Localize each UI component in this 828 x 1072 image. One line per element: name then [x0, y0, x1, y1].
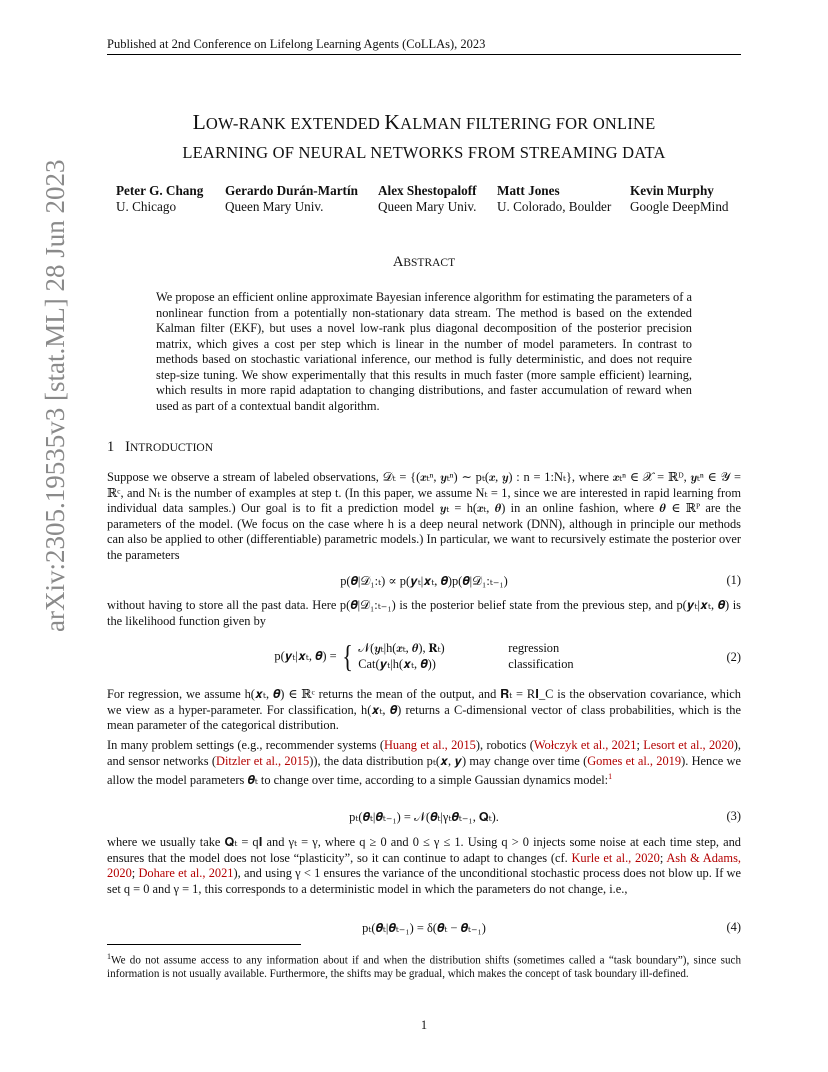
paragraph-5: where we usually take 𝐐ₜ = q𝐈 and γₜ = γ, where q ≥ 0 and 0 ≤ γ ≤ 1. Using q > 0 injects some noise at each time step, and ensures that the model does not lose “plasticity”, so it can continue to adapt to changes (cf. Kurle et al., 2020; Ash & Adams, 2020; Dohare et al., 2021), and using γ < 1 ensures the variance of the unconditional stochastic process does not blow up. If we set q = 0 and γ = 1, this corresponds to a deterministic model in which the parameters do not change, i.e.,: [107, 835, 741, 896]
equation-cases: 𝒩(𝒚ₜ|h(𝒙ₜ, 𝜽), 𝐑ₜ) regression Cat(𝒚ₜ|h(𝒙ₜ, 𝜽)) classification: [358, 641, 574, 671]
section-heading: 1 INTRODUCTION: [107, 439, 214, 455]
paragraph-4: In many problem settings (e.g., recommender systems (Huang et al., 2015), robotics (Wołczyk et al., 2021; Lesort et al., 2020), and sensor networks (Ditzler et al., 2015)), the data distribution pₜ(𝒙, 𝒚) may change over time (Gomes et al., 2019). Hence we allow the model parameters 𝜽ₜ to change over time, according to a simple Gaussian dynamics model:$^1$: [107, 738, 741, 788]
paragraph-2: without having to store all the past data. Here p(𝜽|𝒟₁:ₜ₋₁) is the posterior belief state from the previous step, and p(𝒚ₜ|𝒙ₜ, 𝜽) is the likelihood function given by: [107, 598, 741, 628]
footnote-rule: [107, 944, 301, 945]
author-4: [497, 183, 611, 215]
citation-link[interactable]: Ash & Adams, 2020: [107, 850, 741, 881]
citation-link[interactable]: Gomes et al., 2019: [587, 753, 682, 768]
footnote-mark: 1: [107, 952, 111, 961]
abstract-body: We propose an efficient online approximate Bayesian inference algorithm for estimating the parameters of a nonlinear function from a potentially non-stationary data stream. The method is based on the extended Kalman filter (EKF), but uses a novel low-rank plus diagonal decomposition of the posterior precision matrix, which gives a cost per step which is linear in the number of model parameters. In contrast to methods based on stochastic variational inference, our method is fully deterministic, and does not require step-size tuning. We show experimentally that this results in much faster (more sample efficient) learning, which results in more rapid adaptation to changing distributions, and faster accumulation of reward when used as part of a contextual bandit algorithm.: [156, 290, 692, 413]
title-line-2: LEARNING OF NEURAL NETWORKS FROM STREAMING DATA: [182, 143, 666, 162]
header-rule: [107, 54, 741, 55]
author-name: Alex Shestopaloff: [378, 183, 477, 198]
author-affiliation: U. Chicago: [116, 199, 177, 214]
author-name: Peter G. Chang: [116, 183, 204, 198]
author-3: [378, 183, 477, 215]
author-affiliation: U. Colorado, Boulder: [497, 199, 612, 214]
title-line-1: LOW-RANK EXTENDED KALMAN FILTERING FOR ONLINE: [192, 110, 656, 134]
section-number: 1: [107, 439, 115, 455]
equation-3: pₜ(𝜽ₜ|𝜽ₜ₋₁) = 𝒩(𝜽ₜ|γₜ𝜽ₜ₋₁, 𝐐ₜ). (3): [349, 809, 741, 824]
author-affiliation: Google DeepMind: [630, 199, 729, 214]
author-name: Matt Jones: [497, 183, 560, 198]
arxiv-stamp: arXiv:2305.19535v3 [stat.ML] 28 Jun 2023: [40, 159, 70, 632]
author-affiliation: Queen Mary Univ.: [378, 199, 477, 214]
citation-link[interactable]: Wołczyk et al., 2021: [533, 738, 637, 752]
citation-link[interactable]: Dohare et al., 2021: [138, 866, 234, 881]
abstract-heading: ABSTRACT: [392, 254, 456, 270]
equation-number: (3): [726, 809, 741, 823]
brace-glyph: {: [342, 638, 353, 674]
author-1: [116, 183, 203, 215]
paragraph-1: Suppose we observe a stream of labeled observations, 𝒟ₜ = {(𝒙ₜⁿ, 𝒚ₜⁿ) ∼ pₜ(𝒙, 𝒚) : n = 1:Nₜ}, where 𝒙ₜⁿ ∈ 𝒳 = ℝᴰ, 𝒚ₜⁿ ∈ 𝒴 = ℝᶜ, and Nₜ is the number of examples at step t. (In this paper, we assume Nₜ = 1, since we are interested in rapid learning from individual data samples.) Our goal is to fit a prediction model 𝒚ₜ = h(𝒙ₜ, 𝜽) in an online fashion, where 𝜽 ∈ ℝᴾ are the parameters of the model. (We focus on the case where h is a deep neural network (DNN), although in principle our methods can also be applied to other (differentiable) parametric models.) In particular, we want to recursively estimate the posterior over the parameters: [107, 470, 741, 562]
author-name: Kevin Murphy: [630, 183, 714, 198]
author-affiliation: Queen Mary Univ.: [225, 199, 324, 214]
author-name: Gerardo Durán-Martín: [225, 183, 358, 198]
running-header: Published at 2nd Conference on Lifelong Learning Agents (CoLLAs), 2023: [107, 37, 486, 51]
equation-number: (1): [726, 573, 741, 587]
footnote: $^1$We do not assume access to any information about if and when the distribution shifts (sometimes called a “task boundary”), since such information is not usually available. Furthermore, the shifts may be gradual, which makes the concept of task boundary ill-defined.: [107, 952, 741, 981]
citation-link[interactable]: Ditzler et al., 2015: [216, 753, 310, 768]
equation-2: p(𝒚ₜ|𝒙ₜ, 𝜽) = { 𝒩(𝒚ₜ|h(𝒙ₜ, 𝜽), 𝐑ₜ) regression Cat(𝒚ₜ|h(𝒙ₜ, 𝜽)) classification (2): [274, 638, 741, 674]
equation-1: p(𝜽|𝒟₁:ₜ) ∝ p(𝒚ₜ|𝒙ₜ, 𝜽)p(𝜽|𝒟₁:ₜ₋₁) (1): [340, 573, 741, 588]
author-5: [630, 183, 729, 215]
citation-link[interactable]: Kurle et al., 2020: [571, 850, 660, 865]
citation-link[interactable]: Huang et al., 2015: [383, 738, 476, 752]
equation-number: (4): [726, 920, 741, 934]
equation-number: (2): [726, 650, 741, 664]
footnote-marker[interactable]: 1: [608, 772, 613, 782]
author-2: [225, 183, 358, 215]
paragraph-3: For regression, we assume h(𝒙ₜ, 𝜽) ∈ ℝᶜ returns the mean of the output, and 𝐑ₜ = R𝐈_C is the observation covariance, which we view as a hyper-parameter. For classification, h(𝒙ₜ, 𝜽) returns a C-dimensional vector of class probabilities, which is the mean parameter of the categorical distribution.: [107, 687, 741, 733]
citation-link[interactable]: Lesort et al., 2020: [643, 738, 734, 752]
equation-4: pₜ(𝜽ₜ|𝜽ₜ₋₁) = δ(𝜽ₜ − 𝜽ₜ₋₁) (4): [362, 920, 741, 935]
paper-title: [107, 108, 741, 167]
page-number: 1: [420, 1018, 428, 1032]
